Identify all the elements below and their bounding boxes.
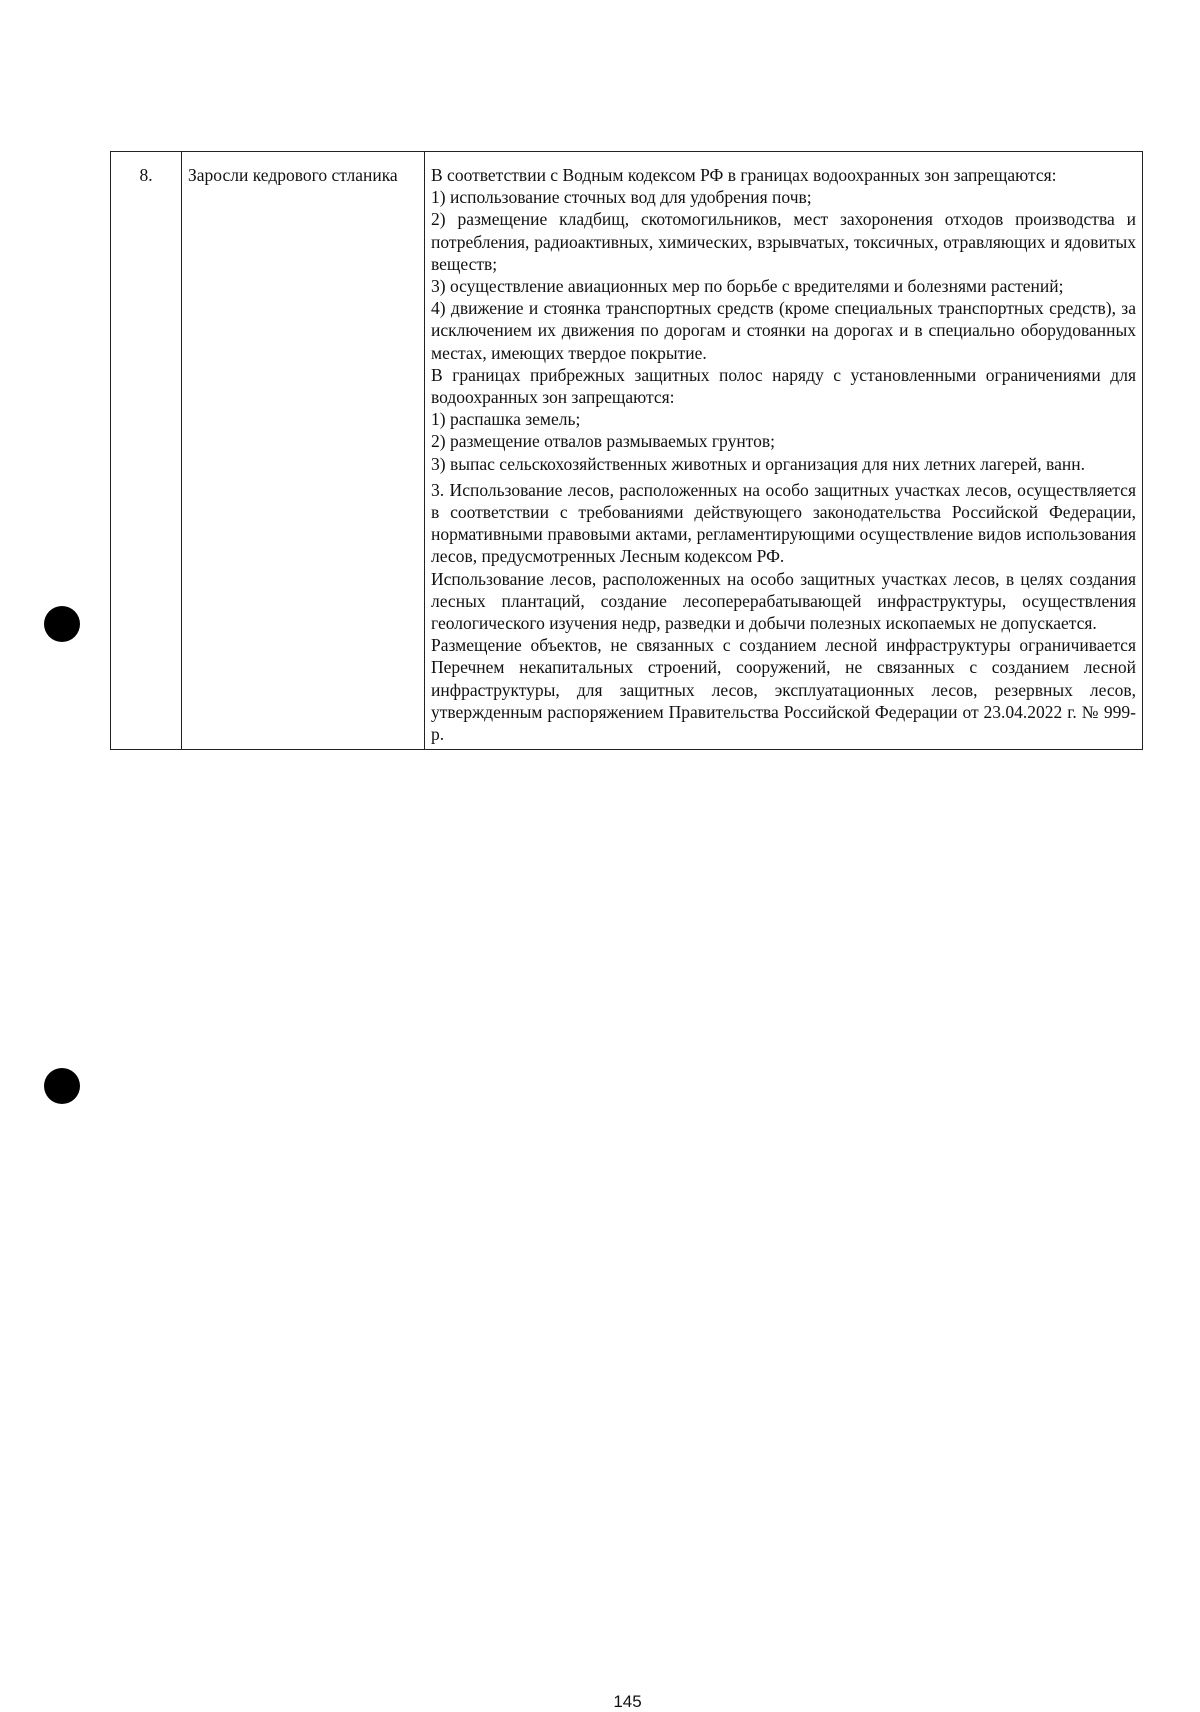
restrictions-table [110, 151, 1143, 750]
punch-hole-mark [44, 1068, 80, 1104]
row-number-cell: 8. [111, 152, 182, 750]
page-number: 145 [613, 1692, 642, 1711]
text-paragraph: 2) размещение кладбищ, скотомогильников, мест захоронения отходов производства и потребления, радиоактивных, химических, взрывчатых, токсичных, отравляющих и ядовитых веществ; [431, 209, 1136, 274]
text-paragraph: Размещение объектов, не связанных с созданием лесной инфраструктуры ограничивается Перечнем некапитальных строений, сооружений, не связанных с созданием лесной инфраструктуры, для защитных лесов, эксплуатационных лесов, резервных лесов, утвержденным распоряжением Правительства Российской Федерации от 23.04.2022 г. № 999-р. [431, 635, 1136, 745]
punch-hole-mark [44, 606, 80, 642]
text-paragraph: 4) движение и стоянка транспортных средств (кроме специальных транспортных средств), за исключением их движения по дорогам и стоянки на дорогах и в специально оборудованных местах, имеющих твердое покрытие. [431, 298, 1136, 363]
text-paragraph: 1) использование сточных вод для удобрения почв; [431, 187, 812, 208]
text-paragraph: 3) осуществление авиационных мер по борьбе с вредителями и болезнями растений; [431, 276, 1064, 297]
text-paragraph: 3. Использование лесов, расположенных на особо защитных участках лесов, осуществляется в соответствии с требованиями действующего законодательства Российской Федерации, нормативными правовыми актами, регламентирующими осуществление видов использования лесов, предусмотренных Лесным кодексом РФ. [431, 479, 1136, 567]
text-paragraph: В соответствии с Водным кодексом РФ в границах водоохранных зон запрещаются: [431, 165, 1057, 185]
category-name-cell: Заросли кедрового стланика [182, 152, 425, 750]
text-paragraph: В границах прибрежных защитных полос наряду с установленными ограничениями для водоохранных зон запрещаются: [431, 364, 1136, 408]
text-paragraph: 1) распашка земель; [431, 409, 581, 430]
table-row [111, 152, 1143, 750]
text-paragraph: 3) выпас сельскохозяйственных животных и организация для них летних лагерей, ванн. [431, 453, 1085, 474]
text-paragraph: 2) размещение отвалов размываемых грунтов; [431, 431, 775, 452]
text-paragraph: Использование лесов, расположенных на особо защитных участках лесов, в целях создания лесных плантаций, создание лесоперерабатывающей инфраструктуры, осуществления геологического изучения недр, разведки и добычи полезных ископаемых не допускается. [431, 568, 1136, 634]
restrictions-text-cell [425, 152, 1143, 750]
